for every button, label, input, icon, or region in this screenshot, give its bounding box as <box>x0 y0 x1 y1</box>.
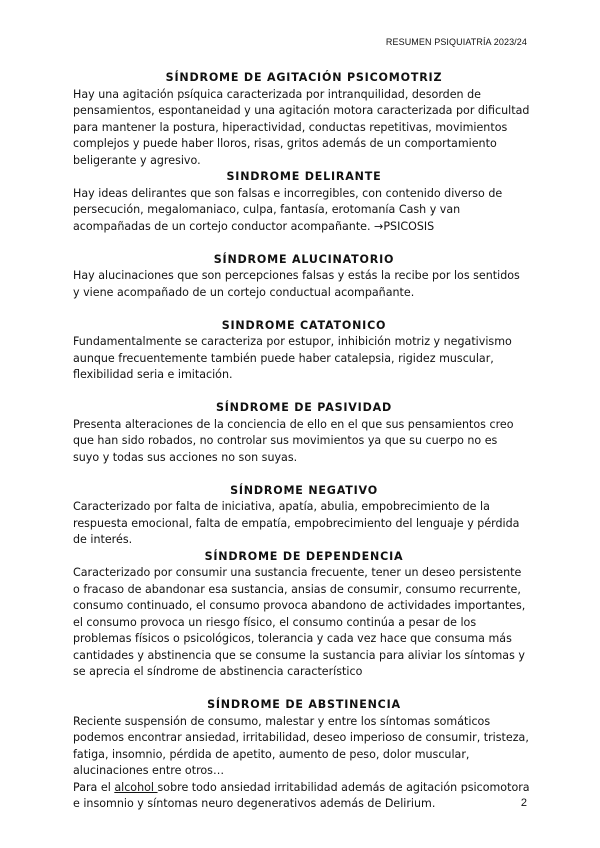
text-line: o fracaso de abandonar esa sustancia, ansias de consumir, consumo recurrente, <box>73 582 521 596</box>
text-line: cantidades y abstinencia que se consume la sustancia para aliviar los síntomas y <box>73 648 525 662</box>
text-line: flexibilidad seria e imitación. <box>73 368 233 381</box>
text-line: acompañadas de un cortejo conductor acompañante. →PSICOSIS <box>73 219 435 233</box>
text-line: respuesta emocional, falta de empatía, empobrecimiento del lenguaje y pérdida <box>73 516 520 530</box>
section-title: SÍNDROME DE AGITACIÓN PSICOMOTRIZ <box>165 71 443 84</box>
text-line: de interés. <box>73 533 133 546</box>
section-title: SINDROME CATATONICO <box>221 318 387 332</box>
spacer <box>73 681 535 698</box>
text-line-alcohol <box>73 780 535 797</box>
text-line: que han sido robados, no controlar sus movimientos ya que su cuerpo no es <box>73 434 498 447</box>
section-title: SÍNDROME ALUCINATORIO <box>213 252 395 266</box>
section-text <box>73 334 535 384</box>
text-line: Caracterizado por falta de iniciativa, apatía, abulia, empobrecimiento de la <box>73 500 490 513</box>
section-text <box>73 268 535 301</box>
spacer <box>73 384 535 401</box>
section-text <box>73 565 535 681</box>
section-text <box>73 87 535 170</box>
section-agitacion-psicomotriz <box>73 70 535 169</box>
section-title: SÍNDROME DE ABSTINENCIA <box>207 698 401 711</box>
section-title: SÍNDROME DE PASIVIDAD <box>215 401 393 414</box>
text-line: suyo y todas sus acciones no son suyas. <box>73 450 298 464</box>
text-line: podemos encontrar ansiedad, irritabilidad, deseo imperioso de consumir, tristeza, <box>73 731 529 744</box>
spacer <box>73 235 535 252</box>
text-line: Hay alucinaciones que son percepciones falsas y estás la recibe por los sentidos <box>73 269 520 282</box>
section-title: SÍNDROME DE DEPENDENCIA <box>204 549 404 563</box>
text-line: alucinaciones entre otros… <box>73 764 225 777</box>
section-text <box>73 186 535 236</box>
section-abstinencia <box>73 697 535 813</box>
section-title: SÍNDROME NEGATIVO <box>230 483 378 497</box>
text-line: pensamientos, espontaneidad y una agitación motora caracterizada por dificultad <box>73 104 530 117</box>
section-alucinatorio <box>73 252 535 302</box>
text-line: persecución, megalomaniaco, culpa, fantasía, erotomanía Cash y van <box>73 203 461 216</box>
text-line: Reciente suspensión de consumo, malestar y entre los síntomas somáticos <box>73 714 491 728</box>
text-segment: sobre todo ansiedad irritabilidad además de agitación psicomotora <box>157 780 530 794</box>
text-line: e insomnio y síntomas neuro degenerativos además de Delirium. <box>73 797 436 810</box>
page-number: 2 <box>520 797 527 809</box>
section-title: SINDROME DELIRANTE <box>226 170 382 183</box>
text-line: para mantener la postura, hiperactividad, conductas repetitivas, movimientos <box>73 120 508 134</box>
section-text <box>73 417 535 467</box>
text-segment: Para el <box>73 780 115 794</box>
document-body <box>73 70 535 813</box>
text-line: complejos y puede haber lloros, risas, gritos además de un comportamiento <box>73 137 497 150</box>
section-negativo <box>73 483 535 549</box>
text-line: Hay una agitación psíquica caracterizada por intranquilidad, desorden de <box>73 87 481 101</box>
section-text <box>73 714 535 813</box>
section-pasividad <box>73 400 535 466</box>
section-dependencia <box>73 549 535 681</box>
spacer <box>73 466 535 483</box>
text-line: Presenta alteraciones de la conciencia de ello en el que sus pensamientos creo <box>73 417 514 431</box>
text-line: y viene acompañado de un cortejo conductual acompañante. <box>73 285 415 299</box>
text-line: Fundamentalmente se caracteriza por estupor, inhibición motriz y negativismo <box>73 335 512 348</box>
text-line: aunque frecuentemente también puede haber catalepsia, rigidez muscular, <box>73 351 494 365</box>
text-line: problemas físicos o psicológicos, tolerancia y cada vez hace que consuma más <box>73 632 512 645</box>
text-line: consumo continuado, el consumo provoca abandono de actividades importantes, <box>73 599 526 612</box>
spacer <box>73 301 535 318</box>
section-text <box>73 499 535 549</box>
text-line: fatiga, insomnio, pérdida de apetito, aumento de peso, dolor muscular, <box>73 747 470 761</box>
underlined-alcohol: alcohol <box>114 780 158 794</box>
text-line: el consumo provoca un riesgo físico, el consumo continúa a pesar de los <box>73 615 477 629</box>
text-line: Caracterizado por consumir una sustancia frecuente, tener un deseo persistente <box>73 566 522 579</box>
section-catatonico <box>73 318 535 384</box>
section-delirante <box>73 169 535 235</box>
text-line: Hay ideas delirantes que son falsas e incorregibles, con contenido diverso de <box>73 186 503 200</box>
text-line: se aprecia el síndrome de abstinencia característico <box>73 665 363 678</box>
text-line: beligerante y agresivo. <box>73 153 201 167</box>
page-header: RESUMEN PSIQUIATRÍA 2023/24 <box>385 37 527 47</box>
